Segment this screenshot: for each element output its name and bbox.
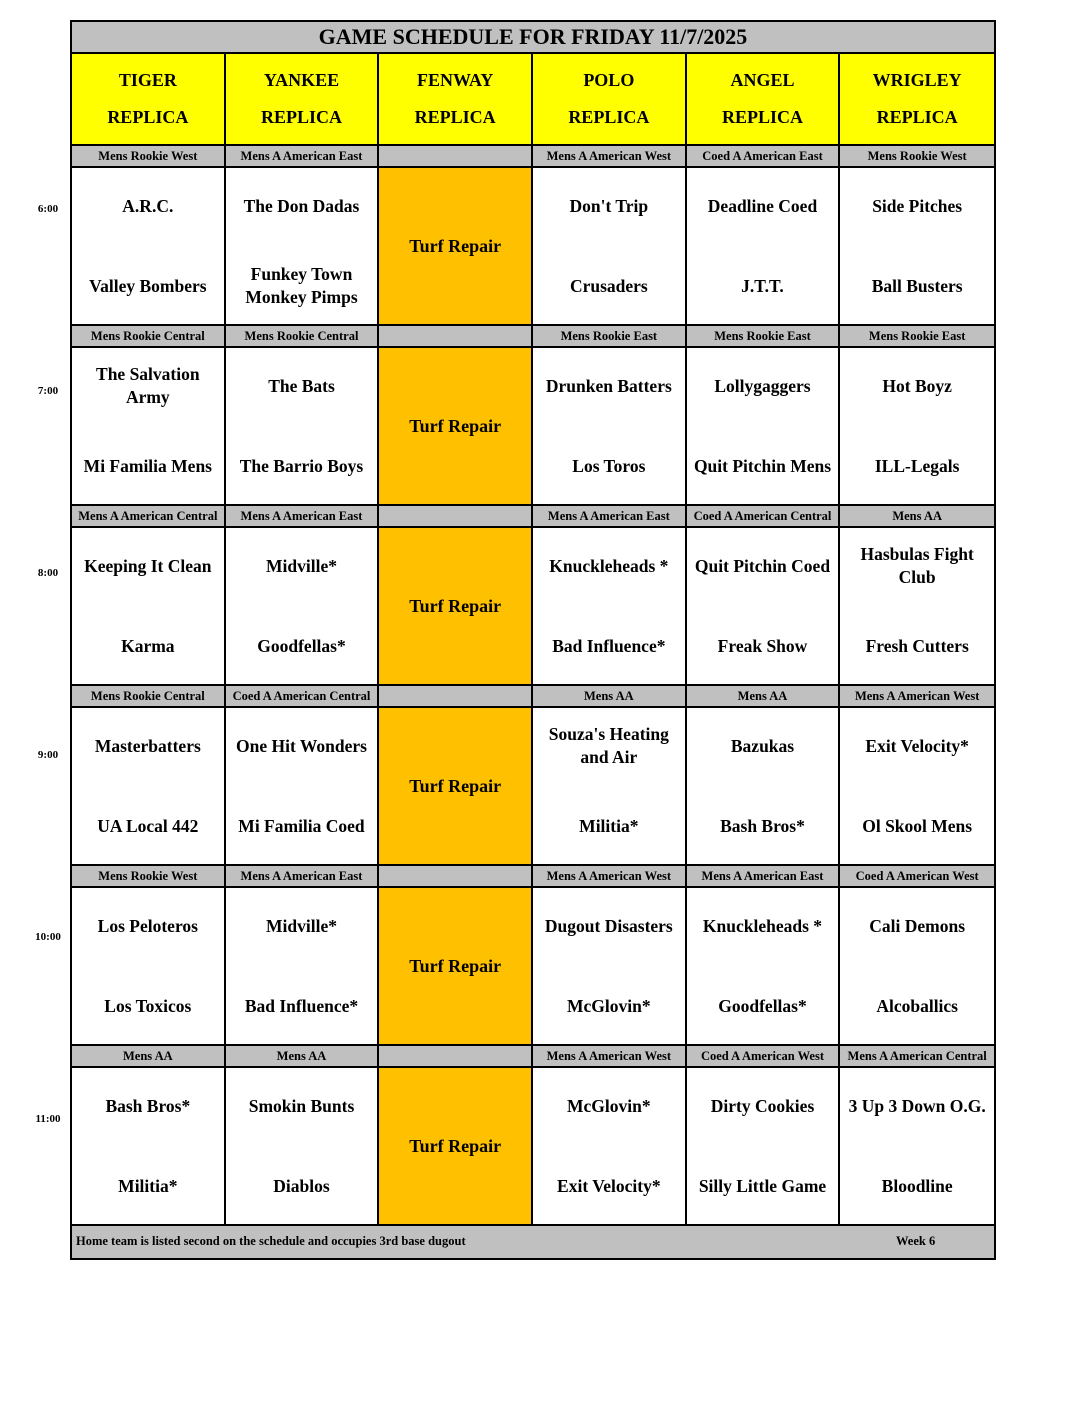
turf-repair-cell: Turf Repair [379, 348, 533, 504]
game-row [72, 1068, 994, 1226]
game-cell [72, 528, 226, 684]
home-team: Goodfellas* [257, 635, 346, 656]
field-subtitle: REPLICA [721, 107, 803, 127]
turf-repair-cell: Turf Repair [379, 528, 533, 684]
home-team: Bash Bros* [720, 815, 805, 836]
home-team: Bloodline [881, 1175, 953, 1196]
away-team: Knuckleheads * [702, 915, 823, 936]
away-team: Masterbatters [94, 735, 201, 756]
game-cell [840, 348, 994, 504]
division-row [72, 146, 994, 168]
field-header-wrigley [840, 54, 994, 144]
away-team: Quit Pitchin Coed [694, 555, 831, 576]
away-team: McGlovin* [567, 1095, 651, 1116]
division-label [379, 506, 533, 526]
game-cell [226, 168, 380, 324]
division-label: Coed A American Central [687, 506, 841, 526]
game-cell [533, 1068, 687, 1224]
away-team: Exit Velocity* [865, 735, 969, 756]
game-row [72, 528, 994, 686]
home-team: Valley Bombers [89, 275, 207, 296]
game-cell [226, 888, 380, 1044]
division-label: Coed A American Central [226, 686, 380, 706]
home-team: Alcoballics [876, 995, 958, 1016]
home-team-note: Home team is listed second on the schedule and occupies 3rd base dugout [76, 1234, 466, 1248]
schedule-table [70, 20, 996, 1260]
field-name: POLO [583, 70, 635, 90]
division-label [379, 146, 533, 166]
division-label [379, 326, 533, 346]
home-team: Los Toros [572, 455, 646, 476]
home-team: Mi Familia Mens [83, 455, 212, 476]
game-cell [226, 1068, 380, 1224]
division-label: Coed A American West [687, 1046, 841, 1066]
home-team: Karma [121, 635, 175, 656]
division-label: Mens Rookie West [72, 146, 226, 166]
home-team: Diablos [273, 1175, 330, 1196]
game-cell [72, 348, 226, 504]
field-header-yankee [226, 54, 380, 144]
away-team: Midville* [266, 555, 337, 576]
field-header-angel [687, 54, 841, 144]
division-label: Mens AA [72, 1046, 226, 1066]
time-slots [72, 146, 994, 1226]
game-cell [687, 348, 841, 504]
time-label: 11:00 [35, 1113, 61, 1125]
away-team: The Bats [268, 375, 335, 396]
time-label: 9:00 [37, 749, 59, 761]
division-label: Mens AA [533, 686, 687, 706]
home-team: Mi Familia Coed [238, 815, 365, 836]
away-team: A.R.C. [122, 195, 174, 216]
division-label [379, 866, 533, 886]
division-label: Mens Rookie East [868, 328, 966, 343]
turf-repair-cell: Turf Repair [379, 168, 533, 324]
home-team: Crusaders [569, 275, 648, 296]
home-team: J.T.T. [741, 275, 784, 296]
field-header-row [72, 54, 994, 146]
division-row [72, 506, 994, 528]
time-label: 10:00 [35, 931, 61, 943]
home-team: Militia* [579, 815, 639, 836]
game-row [72, 168, 994, 326]
division-label: Mens A American West [533, 866, 687, 886]
away-team: The Salvation Army [96, 364, 200, 407]
away-team: Hot Boyz [882, 375, 952, 396]
footer-bar [72, 1226, 994, 1258]
field-name: ANGEL [730, 70, 795, 90]
field-name: TIGER [118, 70, 177, 90]
division-row [72, 1046, 994, 1068]
division-label: Mens A American East [226, 146, 380, 166]
field-header-polo [533, 54, 687, 144]
game-row [72, 888, 994, 1046]
away-team: Don't Trip [569, 195, 649, 216]
away-team: Side Pitches [872, 195, 963, 216]
field-name: YANKEE [263, 70, 340, 90]
turf-repair-cell: Turf Repair [379, 888, 533, 1044]
game-cell [687, 1068, 841, 1224]
field-header-tiger [72, 54, 226, 144]
field-subtitle: REPLICA [260, 107, 342, 127]
away-team: Dugout Disasters [544, 915, 673, 936]
home-team: Bad Influence* [552, 635, 666, 656]
away-team: Bazukas [730, 735, 795, 756]
home-team: Los Toxicos [104, 995, 192, 1016]
division-label: Mens Rookie Central [72, 326, 226, 346]
game-row [72, 348, 994, 506]
division-label: Coed A American East [687, 146, 841, 166]
home-team: UA Local 442 [97, 815, 199, 836]
away-team: Knuckleheads * [549, 555, 669, 576]
game-cell [72, 1068, 226, 1224]
game-cell [687, 708, 841, 864]
away-team: Deadline Coed [707, 195, 818, 216]
division-label: Mens Rookie West [867, 148, 967, 163]
schedule-title: GAME SCHEDULE FOR FRIDAY 11/7/2025 [72, 22, 994, 54]
week-label: Week 6 [896, 1234, 936, 1248]
away-team: 3 Up 3 Down O.G. [848, 1095, 986, 1116]
division-row [72, 686, 994, 708]
field-header-fenway [379, 54, 533, 144]
turf-repair-cell: Turf Repair [379, 708, 533, 864]
away-team: The Don Dadas [243, 195, 360, 216]
division-label: Mens A American East [687, 866, 841, 886]
division-label: Mens A American West [533, 146, 687, 166]
game-cell [72, 888, 226, 1044]
home-team: Freak Show [717, 635, 808, 656]
home-team: ILL-Legals [874, 455, 960, 476]
game-cell [72, 708, 226, 864]
division-label: Mens Rookie West [72, 866, 226, 886]
home-team: The Barrio Boys [239, 455, 364, 476]
home-team: Goodfellas* [718, 995, 807, 1016]
field-subtitle: REPLICA [414, 107, 496, 127]
away-team: Los Peloteros [97, 915, 198, 936]
division-label [379, 1046, 533, 1066]
away-team: Lollygaggers [714, 375, 811, 396]
division-label: Mens A American West [854, 688, 980, 703]
division-label: Mens Rookie Central [72, 686, 226, 706]
game-row [72, 708, 994, 866]
home-team: Funkey Town Monkey Pimps [245, 264, 358, 307]
division-label: Coed A American West [855, 868, 979, 883]
turf-repair-cell: Turf Repair [379, 1068, 533, 1224]
away-team: Bash Bros* [105, 1095, 191, 1116]
division-label: Mens Rookie Central [226, 326, 380, 346]
division-label: Mens A American East [226, 866, 380, 886]
field-subtitle: REPLICA [568, 107, 650, 127]
division-label: Mens AA [892, 508, 942, 523]
time-label: 7:00 [37, 385, 59, 397]
division-label: Mens A American West [533, 1046, 687, 1066]
home-team: Quit Pitchin Mens [693, 455, 832, 476]
home-team: Bad Influence* [244, 995, 359, 1016]
division-label: Mens Rookie East [533, 326, 687, 346]
field-name: FENWAY [416, 70, 494, 90]
field-name: WRIGLEY [872, 70, 962, 90]
home-team: Fresh Cutters [865, 635, 969, 656]
away-team: Cali Demons [869, 915, 966, 936]
home-team: Exit Velocity* [557, 1175, 661, 1196]
game-cell [533, 348, 687, 504]
home-team: Silly Little Game [698, 1175, 827, 1196]
game-cell [840, 888, 994, 1044]
home-team: McGlovin* [567, 995, 651, 1016]
game-cell [72, 168, 226, 324]
away-team: Hasbulas Fight Club [860, 544, 974, 587]
division-label: Mens A American Central [72, 506, 226, 526]
time-label: 6:00 [37, 203, 59, 215]
game-cell [687, 168, 841, 324]
away-team: Keeping It Clean [84, 555, 212, 576]
division-label: Mens A American Central [847, 1048, 987, 1063]
division-row [72, 326, 994, 348]
game-cell [533, 528, 687, 684]
away-team: One Hit Wonders [236, 735, 367, 756]
away-team: Dirty Cookies [710, 1095, 815, 1116]
home-team: Militia* [118, 1175, 178, 1196]
division-label: Mens AA [687, 686, 841, 706]
away-team: Midville* [266, 915, 337, 936]
home-team: Ol Skool Mens [862, 815, 973, 836]
field-subtitle: REPLICA [876, 107, 958, 127]
home-team: Ball Busters [871, 275, 963, 296]
division-label: Mens A American East [533, 506, 687, 526]
game-cell [533, 168, 687, 324]
division-label: Mens A American East [226, 506, 380, 526]
game-cell [533, 708, 687, 864]
game-cell [226, 348, 380, 504]
division-label: Mens Rookie East [687, 326, 841, 346]
away-team: Drunken Batters [545, 375, 672, 396]
away-team: Souza's Heating and Air [548, 724, 669, 767]
division-label: Mens AA [226, 1046, 380, 1066]
time-label: 8:00 [37, 567, 59, 579]
game-cell [840, 708, 994, 864]
game-cell [687, 528, 841, 684]
game-cell [840, 1068, 994, 1224]
game-cell [226, 708, 380, 864]
division-label [379, 686, 533, 706]
game-cell [687, 888, 841, 1044]
game-cell [840, 528, 994, 684]
game-cell [226, 528, 380, 684]
game-cell [533, 888, 687, 1044]
field-subtitle: REPLICA [107, 107, 189, 127]
away-team: Smokin Bunts [248, 1095, 355, 1116]
game-cell [840, 168, 994, 324]
division-row [72, 866, 994, 888]
